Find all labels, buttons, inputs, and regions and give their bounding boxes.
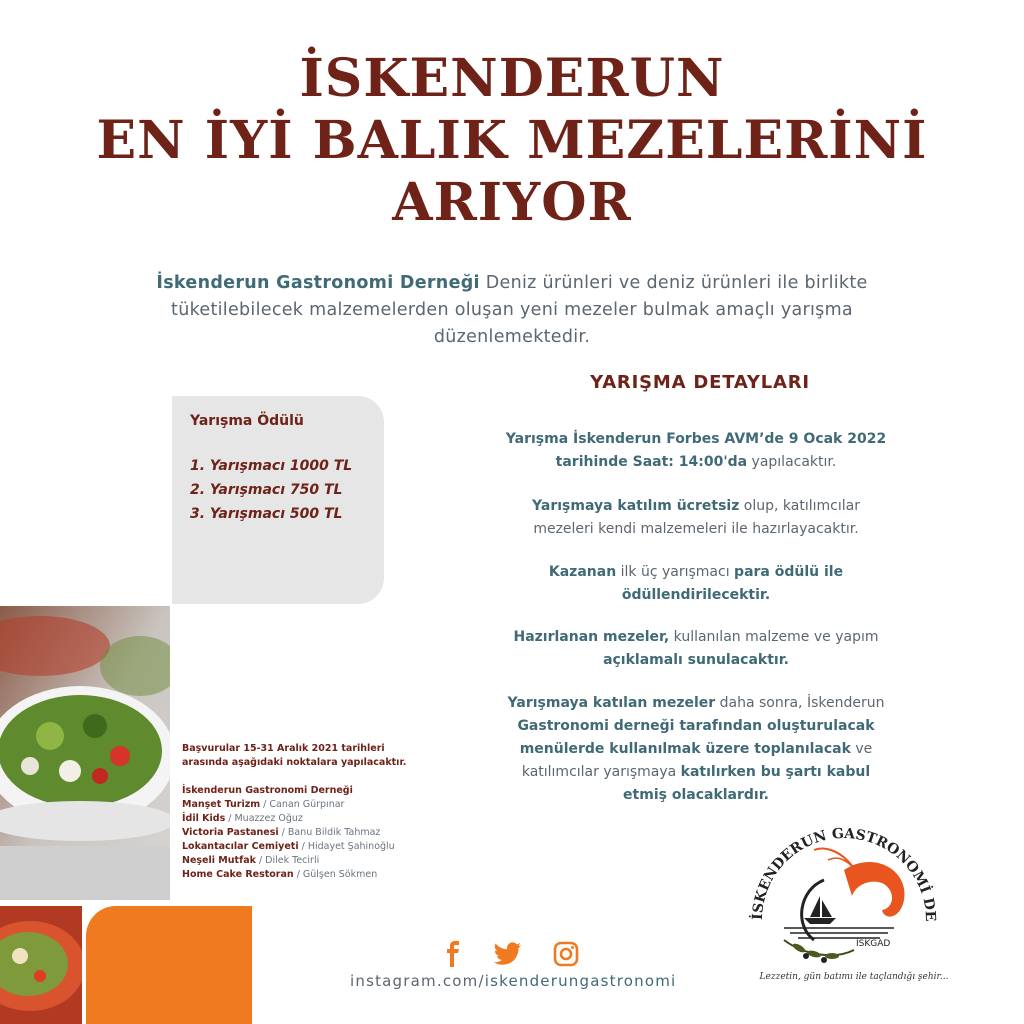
logo-abbr: İSKGAD <box>856 939 891 949</box>
apply-point-place: Home Cake Restoran <box>182 869 294 880</box>
intro-text-1: Deniz ürünleri ve deniz ürünleri ile birlikte <box>479 273 868 293</box>
food-photo-2 <box>0 906 82 1024</box>
p4-mid: kullanılan malzeme ve yapım <box>669 629 879 645</box>
apply-point-person: / Banu Bildik Tahmaz <box>278 827 381 838</box>
title-line-3: ARIYOR <box>392 172 632 233</box>
apply-point-person: / Canan Gürpınar <box>260 799 345 810</box>
p3-bold-a: Kazanan <box>548 564 617 580</box>
orange-accent-block <box>86 906 252 1024</box>
shrimp-logo-icon <box>744 800 944 980</box>
p5-bold-d: katılırken bu şartı kabul <box>680 764 871 780</box>
intro-text-2: tüketilebilecek malzemelerden oluşan yeni mezeler bulmak amaçlı yarışma <box>171 300 853 320</box>
apply-line-2: arasında aşağıdaki noktalara yapılacaktır. <box>182 757 407 768</box>
intro-org: İskenderun Gastronomi Derneği <box>156 273 480 293</box>
p4-bold-b: açıklamalı sunulacaktır. <box>603 652 789 668</box>
association-logo <box>744 800 944 980</box>
p3-bold-b: para ödülü ile <box>734 564 844 580</box>
apply-point-place: Neşeli Mutfak <box>182 855 256 866</box>
apply-point <box>182 798 442 812</box>
intro-text-3: düzenlemektedir. <box>433 327 591 347</box>
title-line-1: İSKENDERUN <box>299 48 725 109</box>
details-paragraph-2 <box>472 495 920 541</box>
apply-point <box>182 854 442 868</box>
apply-point-place: Lokantacılar Cemiyeti <box>182 841 299 852</box>
p5-bold-a: Yarışmaya katılan mezeler <box>507 695 716 711</box>
details-paragraph-4 <box>472 626 920 672</box>
title-line-2: EN İYİ BALIK MEZELERİNİ <box>96 110 928 171</box>
food-dish-image <box>0 906 82 1024</box>
details-paragraph-5 <box>472 692 920 807</box>
p3-mid: ilk üç yarışmacı <box>616 564 735 580</box>
apply-point-person: / Dilek Tecirli <box>255 855 320 866</box>
p1-bold-a: Yarışma İskenderun Forbes AVM’de 9 Ocak 2022 <box>505 431 887 447</box>
prize-item-2: 2. Yarışmacı 750 TL <box>190 482 343 498</box>
url-handle: iskenderungastronomi <box>484 972 677 990</box>
intro-paragraph <box>96 270 928 351</box>
p5-mid-c: katılımcılar yarışmaya <box>521 764 681 780</box>
url-prefix: instagram.com/ <box>350 972 485 990</box>
twitter-icon[interactable] <box>494 940 522 968</box>
facebook-icon[interactable] <box>438 940 466 968</box>
prize-item-1: 1. Yarışmacı 1000 TL <box>190 458 353 474</box>
p5-bold-c: menülerde kullanılmak üzere toplanılacak <box>519 741 851 757</box>
food-photo <box>0 606 170 900</box>
application-info <box>182 742 442 882</box>
instagram-icon[interactable] <box>552 940 580 968</box>
details-heading: YARIŞMA DETAYLARI <box>590 372 810 393</box>
p1-bold-b: tarihinde Saat: 14:00'da <box>555 454 748 470</box>
p1-rest: yapılacaktır. <box>747 454 837 470</box>
details-paragraph-1 <box>472 428 920 474</box>
instagram-url[interactable] <box>350 972 676 990</box>
apply-point <box>182 826 442 840</box>
p2-rest-b: mezeleri kendi malzemeleri ile hazırlayacaktır. <box>533 521 859 537</box>
p5-bold-e: etmiş olacaklardır. <box>623 787 769 803</box>
apply-point <box>182 784 442 798</box>
apply-point-place: İdil Kids <box>182 813 226 824</box>
apply-point-person: / Hidayet Şahinoğlu <box>298 841 395 852</box>
p5-mid-b: ve <box>850 741 873 757</box>
p5-bold-b: Gastronomi derneği tarafından oluşturulacak <box>517 718 875 734</box>
salad-image <box>0 606 170 900</box>
apply-point-person: / Muazzez Oğuz <box>225 813 303 824</box>
apply-point <box>182 812 442 826</box>
details-paragraph-3 <box>472 561 920 607</box>
apply-point <box>182 868 442 882</box>
apply-point <box>182 840 442 854</box>
p3-bold-c: ödüllendirilecektir. <box>621 587 771 603</box>
p2-bold: Yarışmaya katılım ücretsiz <box>532 498 740 514</box>
p5-mid-a: daha sonra, İskenderun <box>715 695 885 711</box>
apply-point-person: / Gülşen Sökmen <box>293 869 378 880</box>
apply-point-place: İskenderun Gastronomi Derneği <box>182 785 353 796</box>
logo-arc-text: İSKENDERUN GASTRONOMİ DE <box>749 825 939 922</box>
p4-bold-a: Hazırlanan mezeler, <box>513 629 670 645</box>
apply-line-1: Başvurular 15-31 Aralık 2021 tarihleri <box>182 743 385 754</box>
page-title <box>0 48 1024 234</box>
apply-point-place: Victoria Pastanesi <box>182 827 279 838</box>
apply-point-place: Manşet Turizm <box>182 799 261 810</box>
logo-slogan: Lezzetin, gün batımı ile taçlandığı şehir... <box>759 972 949 982</box>
prize-item-3: 3. Yarışmacı 500 TL <box>190 506 343 522</box>
prize-title: Yarışma Ödülü <box>190 413 304 429</box>
p2-rest-a: olup, katılımcılar <box>739 498 860 514</box>
